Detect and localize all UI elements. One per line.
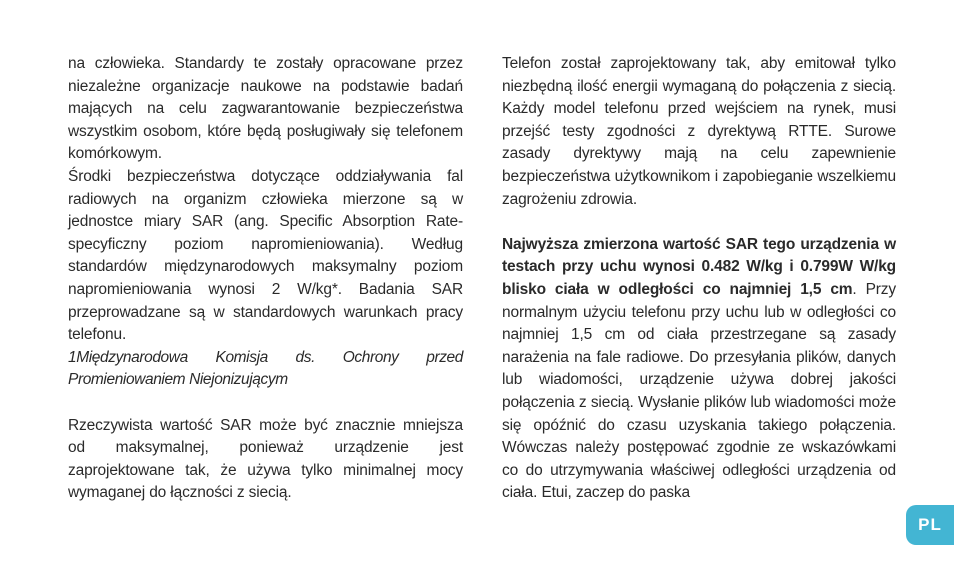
paragraph-sar-measures: Środki bezpieczeństwa dotyczące oddziaływania fal radiowych na organizm człowieka mierzone są w jednostce miary SAR (ang. Specific Absorption Rate-specyficzny poziom napromieniowania). Według standardów międzynarodowych maksymalny poziom napromieniowania wynosi 2 W/kg*. Badania SAR przeprowadzane są w standardowych warunkach pracy telefonu. bbox=[68, 167, 463, 344]
footnote: 1Międzynarodowa Komisja ds. Ochrony przed Promieniowaniem Niejonizującym bbox=[68, 348, 463, 389]
paragraph-actual-sar: Rzeczywista wartość SAR może być znacznie mniejsza od maksymalnej, ponieważ urządzenie jest zaprojektowane tak, że używa tylko minimalnej mocy wymaganej do łączności z siecią. bbox=[68, 416, 463, 502]
right-text-column bbox=[502, 53, 896, 505]
paragraph-standards: na człowieka. Standardy te zostały opracowane przez niezależne organizacje naukowe na podstawie badań mających na celu zagwarantowanie bezpieczeństwa wszystkim osobom, które będą posługiwały się telefonem komórkowym. bbox=[68, 55, 463, 163]
paragraph-sar-values bbox=[502, 234, 896, 505]
left-text-column bbox=[68, 53, 463, 505]
sar-values-highlight: Najwyższa zmierzona wartość SAR tego urządzenia w testach przy uchu wynosi 0.482 W/kg i 0.799W W/kg blisko ciała w odległości co najmniej 1,5 cm bbox=[502, 235, 896, 298]
language-tab-label: PL bbox=[918, 515, 942, 534]
paragraph-phone-design: Telefon został zaprojektowany tak, aby emitował tylko niezbędną ilość energii wymaganą do połączenia z siecią. Każdy model telefonu przed wejściem na rynek, musi przejść testy zgodności z dyrektywą RTTE. Surowe zasady dyrektywy mają na celu zapewnienie bezpieczeństwa użytkownikom i zapobieganie wszelkiemu zagrożeniu zdrowia. bbox=[502, 55, 896, 208]
sar-values-continuation: . Przy normalnym użyciu telefonu przy uchu lub w odległości co najmniej 1,5 cm od ciała przestrzegane są zasady narażenia na fale radiowe. Do przesyłania plików, danych lub wiadomości, urządzenie używa dobrej jakości połączenia z siecią. Wysłanie plików lub wiadomości może się opóźnić do czasu uzyskania takiego połączenia. Wówczas należy postępować zgodnie ze wskazówkami co do utrzymywania właściwej odległości urządzenia od ciała. Etui, zaczep do paska bbox=[502, 280, 896, 502]
